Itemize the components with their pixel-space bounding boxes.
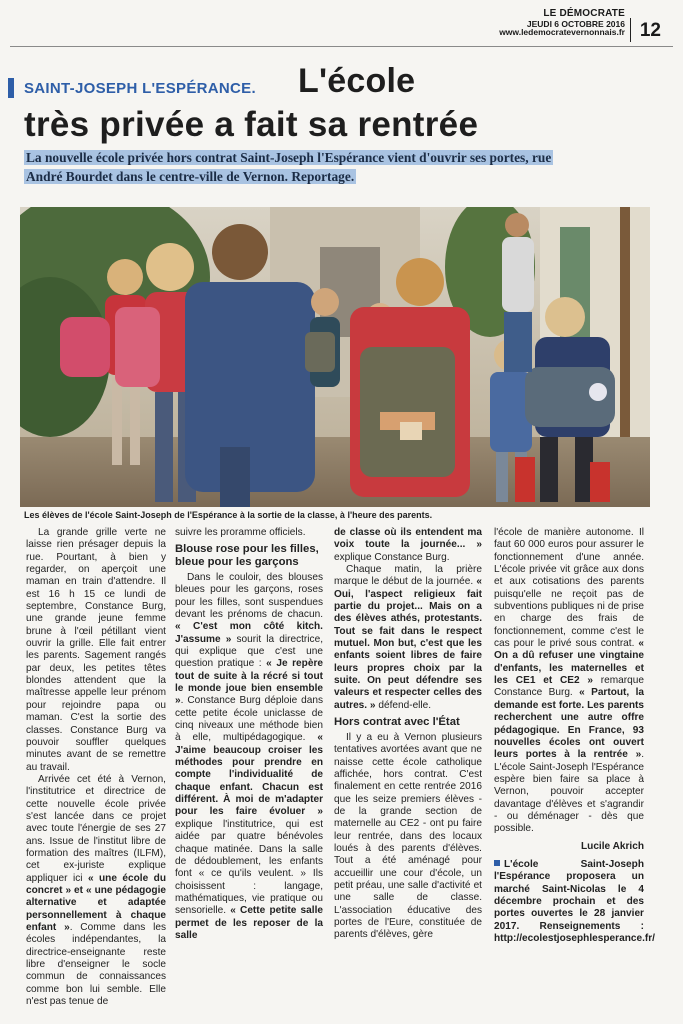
info-note (494, 858, 655, 945)
publication-name: LE DÉMOCRATE (543, 8, 625, 19)
masthead (499, 9, 625, 37)
header-rule (10, 46, 673, 47)
quote: « une école du concret » et « une pédagogie alternative et adaptée personnellement à chaque enfant » (26, 872, 166, 933)
paragraph (334, 564, 482, 712)
paragraph: Il y a eu à Vernon plusieurs tentatives avortées avant que ne naisse cette école catholique affichée, hors contrat. C'est finalement en cette rentrée 2016 que les seize premiers élèves - de la grande section de maternelle au CE2 - ont pu faire leur rentrée, dans des locaux loués à des parents d'élèves. Tout a été aménagé pour accueillir une cour d'école, un petit préau, une salle d'activité et une salle de classe. L'association éducative des portes de l'Eure, constituée de parents d'élèves, gère (334, 731, 482, 941)
subheading: Blouse rose pour les filles, bleue pour les garçons (175, 543, 319, 569)
author-signature: Lucile Akrich (580, 840, 644, 852)
kicker-bar (8, 78, 14, 98)
text-run: Chaque matin, la prière marque le début de la journée. (334, 564, 482, 588)
paragraph: La grande grille verte ne laisse rien présager depuis la rue. Pourtant, à bien y regarder, on aperçoit une maman en train d'attendre. Il est 16 h 15 ce lundi de septembre, Constance Burg, une grande jeune femme brune à l'œil pétillant vient ouvrir la grille. Elle fait entrer les parents. Sagement rangés par deux, les petites têtes blondes attendent que la maîtresse appelle leur prénom pour rejoindre papa ou maman. C'est la sortie des classes. Constance Burg va pouvoir souffler quelques minutes avant de se remettre au travail. (26, 527, 166, 773)
subheading: Hors contrat avec l'État (334, 716, 460, 729)
paragraph (26, 774, 166, 1009)
article-photo (20, 207, 650, 507)
article-kicker: SAINT-JOSEPH L'ESPÉRANCE. (24, 80, 256, 97)
paragraph (175, 572, 323, 942)
headline-line-1: L'école (298, 62, 416, 100)
article-column-2 (175, 527, 323, 942)
text-run: sourit la directrice, qui explique que c'est une question pratique : (175, 633, 323, 670)
text-run: Dans le couloir, des blouses bleues pour les garçons, roses pour les filles, sont suspendues devant les prénoms de chacun. (175, 571, 323, 620)
text-run: Arrivée cet été à Vernon, l'institutrice et directrice de cette nouvelle école privée s'est lancée dans ce projet avec toute l'énergie de ses 27 ans. Issue de l'institut libre de formation des maîtres (ILFM), cet ex-juriste explique appliquer ici (26, 773, 166, 884)
page-number: 12 (639, 20, 661, 41)
text-run: défend-elle. (375, 699, 432, 711)
paragraph (334, 527, 482, 564)
text-run: . Comme dans les écoles indépendantes, la directrice-enseignante reste libre d'enseigner le socle commun de connaissances comme bon lui semble. Elle n'est pas tenue de (26, 922, 167, 1008)
schoolchildren-photo-illustration (20, 207, 650, 507)
quote: de classe où ils entendent ma voix toute la journée... » (334, 527, 482, 551)
text-run: remarque Constance Burg. (494, 675, 644, 699)
article-column-1 (26, 527, 166, 1008)
paragraph (494, 527, 644, 836)
article-column-4 (494, 527, 655, 945)
issue-date: JEUDI 6 OCTOBRE 2016 (526, 18, 625, 29)
photo-caption: Les élèves de l'école Saint-Joseph de l'Espérance à la sortie de la classe, à l'heure des parents. (24, 510, 433, 520)
text-run: explique l'institutrice, qui est aidée par quatre bénévoles chaque matinée. Dans la salle de dédoublement, les enfants font « ce qu'ils veulent. » Ils choisissent : langage, mathématiques, vie pratique ou sensorielle. (175, 818, 323, 917)
text-run: . Constance Burg déploie dans cette petite école uniclasse de cinq niveaux une méthode bien à elle, multipédagogique. (175, 695, 323, 744)
text-run: l'école de manière autonome. Il faut 60 000 euros pour assurer le fonctionnement d'une année. L'école privée vit grâce aux dons et aux cotisations des parents puisqu'elle ne reçoit pas de subventions publiques ni de prise en charge des frais de fonctionnement, comme c'est le cas pour le privé sous contrat. (494, 527, 644, 650)
square-bullet-icon (494, 860, 500, 866)
quote: « On a dû refuser une vingtaine d'enfants, les maternelles et les CE1 et CE2 » (494, 638, 644, 687)
quote: « C'est mon côté kitch. J'assume » (175, 621, 323, 645)
masthead-divider (630, 18, 631, 42)
article-column-3 (334, 527, 482, 942)
headline-line-2: très privée a fait sa rentrée (24, 105, 479, 144)
standfirst-text: La nouvelle école privée hors contrat Saint-Joseph l'Espérance vient d'ouvrir ses portes, rue André Bourdet dans le centre-ville de Vernon. Reportage. (26, 150, 552, 184)
quote: « J'aime beaucoup croiser les méthodes pour prendre en compte l'individualité de chaque enfant. Chacun est différent. À moi de m'adapter pour les faire évoluer » (175, 732, 323, 818)
article-standfirst (24, 148, 589, 186)
info-note-text: L'école Saint-Joseph l'Espérance proposera un marché Saint-Nicolas le 4 décembre prochain et des portes ouvertes le 28 janvier 2017. Renseignements : http://ecolestjosephlesperance.fr/ (494, 858, 655, 944)
text-run: . L'école Saint-Joseph l'Espérance espère bien faire sa place à Vernon, pouvoir accepter davantage d'élèves et s'agrandir - ou déménager - dès que possible. (494, 749, 644, 835)
quote: « Je repère tout de suite à la récré si tout le monde joue bien ensemble » (175, 658, 323, 707)
paragraph: suivre les proramme officiels. (175, 527, 306, 538)
quote: « Cette petite salle permet de les reposer de la salle (175, 905, 323, 941)
quote: « Oui, l'aspect religieux fait partie du projet... Mais on a des élèves athés, protestants. Tout se fait dans le respect mutuel. Mon but, c'est que les enfants soient libres de faire leurs propres choix par la suite. On peut défendre ses valeurs et respecter celles des autres. » (334, 576, 482, 711)
publication-url: www.ledemocratevernonnais.fr (499, 27, 625, 38)
text-run: explique Constance Burg. (334, 551, 450, 563)
quote: « Partout, la demande est forte. Les parents recherchent une autre offre pédagogique. En France, 93 nouvelles écoles ont ouvert leurs portes à la rentrée » (494, 687, 644, 761)
